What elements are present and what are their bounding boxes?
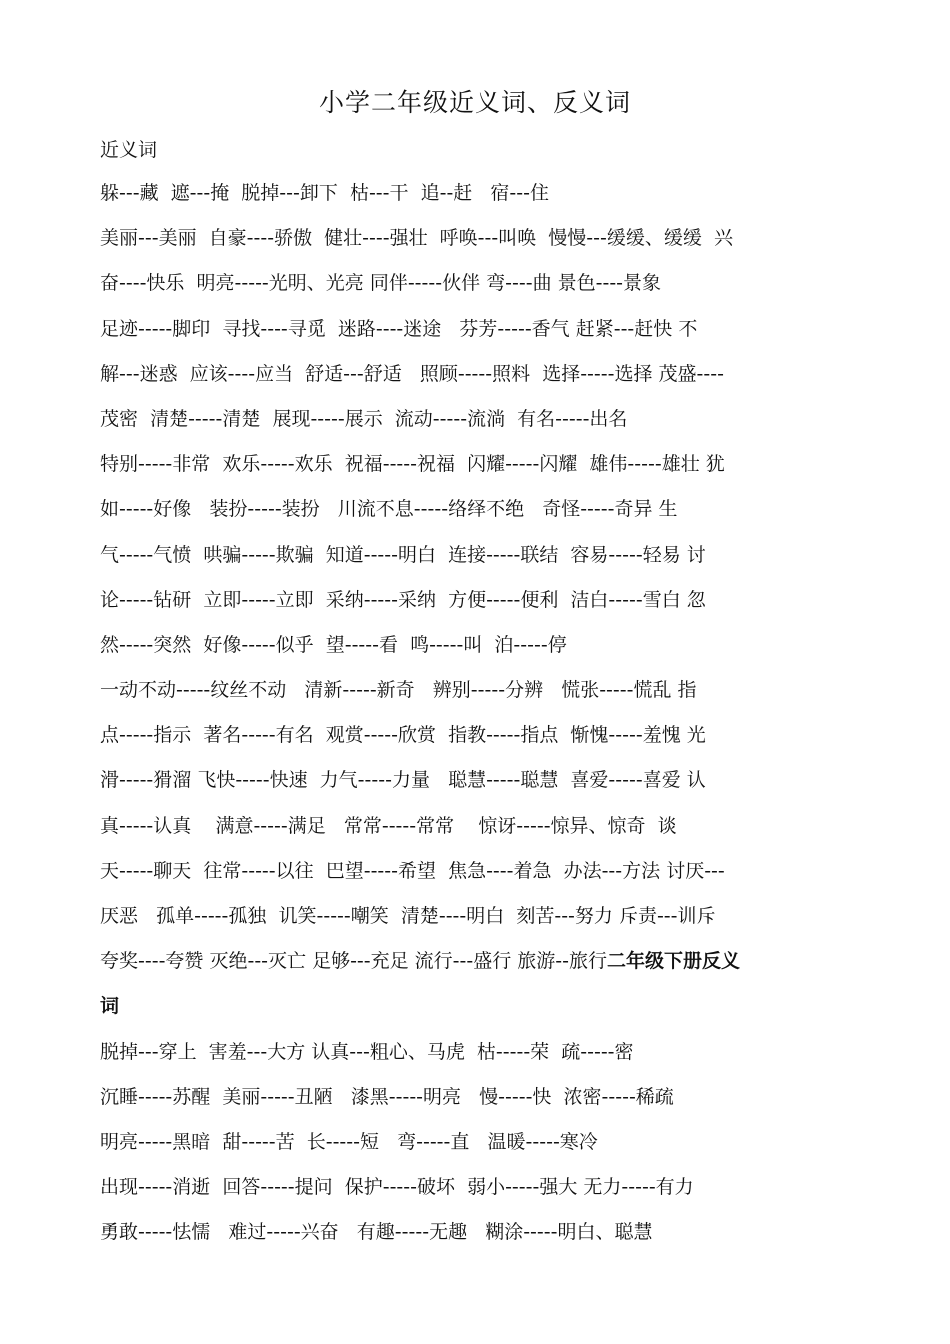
text-line-with-heading	[100, 943, 870, 988]
text-line: 勇敢-----怯懦 难过-----兴奋 有趣-----无趣 糊涂-----明白、聪慧	[100, 1221, 653, 1244]
antonyms-heading-continued	[100, 988, 870, 1033]
text-line: 气-----气愤 哄骗-----欺骗 知道-----明白 连接-----联结 容易-----轻易 讨	[100, 543, 706, 566]
text-line: 真-----认真 满意-----满足 常常-----常常 惊讶-----惊异、惊奇 谈	[100, 814, 677, 837]
text-line: 脱掉---穿上 害羞---大方 认真---粗心、马虎 枯-----荣 疏-----密	[100, 1040, 634, 1063]
text-line: 点-----指示 著名-----有名 观赏-----欣赏 指教-----指点 惭愧-----羞愧 光	[100, 724, 706, 747]
text-line: 奋----快乐 明亮-----光明、光亮 同伴-----伙伴 弯----曲 景色----景象	[100, 272, 662, 295]
text-line: 足迹-----脚印 寻找----寻觅 迷路----迷途 芬芳-----香气 赶紧---赶快 不	[100, 317, 698, 340]
text-line: 一动不动-----纹丝不动 清新-----新奇 辨别-----分辨 慌张-----慌乱 指	[100, 679, 697, 702]
text-line: 如-----好像 装扮-----装扮 川流不息-----络绎不绝 奇怪-----奇异 生	[100, 498, 678, 521]
text-line: 出现-----消逝 回答-----提问 保护-----破坏 弱小-----强大 无力-----有力	[100, 1176, 694, 1199]
text-line: 夸奖----夸赞 灭绝---灭亡 足够---充足 流行---盛行 旅游--旅行	[100, 950, 607, 973]
text-line: 茂密 清楚-----清楚 展现-----展示 流动-----流淌 有名-----出名	[100, 407, 628, 430]
text-line: 解---迷惑 应该----应当 舒适---舒适 照顾-----照料 选择-----选择 茂盛----	[100, 362, 724, 385]
text-line: 明亮-----黑暗 甜-----苦 长-----短 弯-----直 温暖-----寒冷	[100, 1130, 598, 1153]
text-line: 美丽---美丽 自豪----骄傲 健壮----强壮 呼唤---叫唤 慢慢---缓缓、缓缓 兴	[100, 227, 733, 250]
document-body	[100, 175, 870, 1260]
text-line: 论-----钻研 立即-----立即 采纳-----采纳 方便-----便利 洁白-----雪白 忽	[100, 588, 706, 611]
antonyms-heading-end: 词	[100, 995, 120, 1018]
text-line: 然-----突然 好像-----似乎 望-----看 鸣-----叫 泊-----停	[100, 633, 567, 656]
text-line: 厌恶 孤单-----孤独 讥笑-----嘲笑 清楚----明白 刻苦---努力 斥责---训斥	[100, 905, 716, 927]
page-title: 小学二年级近义词、反义词	[318, 88, 631, 117]
text-line: 特别-----非常 欢乐-----欢乐 祝福-----祝福 闪耀-----闪耀 雄伟-----雄壮 犹	[100, 453, 725, 476]
synonyms-heading: 近义词	[100, 139, 158, 161]
text-line: 沉睡-----苏醒 美丽-----丑陋 漆黑-----明亮 慢-----快 浓密-----稀疏	[100, 1085, 674, 1108]
antonyms-heading: 二年级下册反义	[607, 950, 741, 973]
text-line: 躲---藏 遮---掩 脱掉---卸下 枯---干 追--赶 宿---住	[100, 182, 549, 204]
text-line: 滑-----猾溜 飞快-----快速 力气-----力量 聪慧-----聪慧 喜爱-----喜爱 认	[100, 769, 706, 792]
text-line: 天-----聊天 往常-----以往 巴望-----希望 焦急----着急 办法---方法 讨厌---	[100, 859, 725, 882]
